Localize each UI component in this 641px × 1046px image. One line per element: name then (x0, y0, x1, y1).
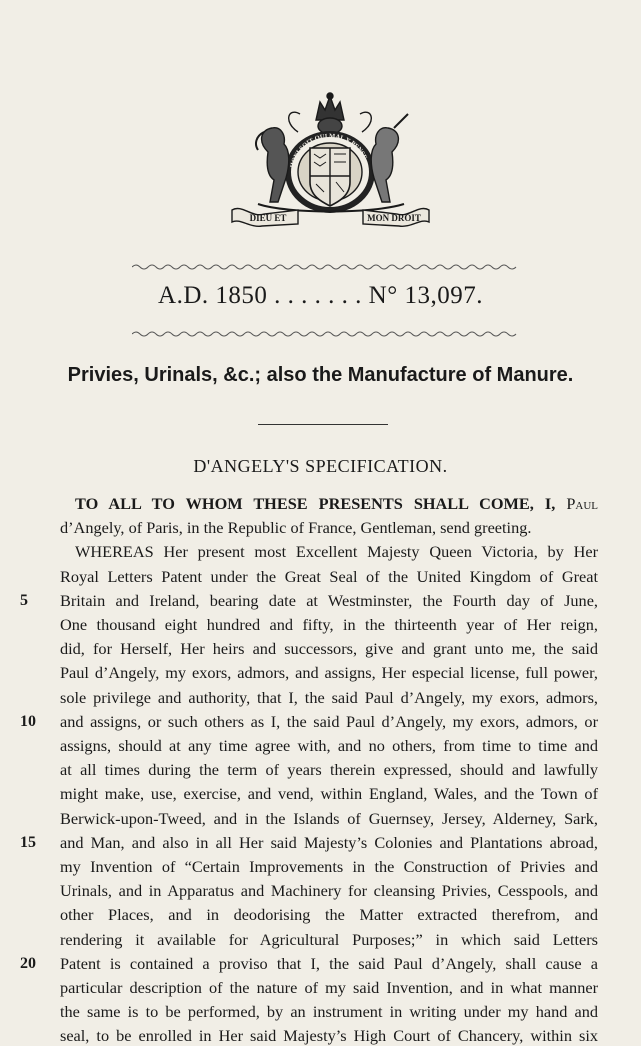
text-line: Royal Letters Patent under the Great Seal of the United Kingdom of Great (60, 566, 598, 586)
line-number: 20 (20, 954, 36, 972)
text-line: might make, use, exercise, and vend, within England, Wales, and the Town of (60, 784, 598, 804)
text-line: assigns, should at any time agree with, and no others, from time to time and (60, 736, 598, 755)
opening-name: Paul (566, 494, 598, 513)
patent-number: N° 13,097. (368, 282, 483, 309)
text-line: my Invention of “Certain Improvements in the Construction of Privies and (60, 857, 598, 876)
line-number: 5 (20, 591, 28, 609)
text-line: and assigns, or such others as I, the said Paul d’Angely, my exors, admors, or (60, 711, 598, 731)
text-line: sole privilege and authority, that I, the said Paul d’Angely, my exors, admors, (60, 687, 598, 707)
text-line: WHEREAS Her present most Excellent Majesty Queen Victoria, by Her (75, 542, 598, 562)
text-line: Urinals, and in Apparatus and Machinery for cleansing Privies, Cesspools, and (60, 881, 598, 901)
patent-subject-heading: Privies, Urinals, &c.; also the Manufacture of Manure. (67, 364, 574, 386)
text-line: seal, to be enrolled in Her said Majesty’s High Court of Chancery, within six (60, 1026, 598, 1046)
text-line: the same is to be performed, by an instrument in writing under my hand and (60, 1002, 598, 1022)
motto-right: MON DROIT (367, 213, 421, 223)
text-line: at all times during the term of years therein expressed, should and lawfully (60, 760, 598, 780)
decorative-rule-bottom (132, 330, 517, 338)
patent-dots: . . . . . . . (274, 282, 362, 309)
motto-left: DIEU ET (249, 213, 287, 223)
opening-caps: TO ALL TO WHOM THESE PRESENTS SHALL COME, I, (75, 494, 556, 513)
text-line: Paul d’Angely, my exors, admors, and assigns, Her especial license, full power, (60, 663, 598, 683)
patent-year: A.D. 1850 (158, 282, 268, 309)
line-number: 15 (20, 833, 36, 851)
royal-coat-of-arms-icon (228, 92, 433, 230)
garter-motto: HONI SOIT QUI MAL Y PENSE (289, 132, 369, 169)
text-line: rendering it available for Agricultural Purposes;” in which said Letters (60, 929, 598, 949)
opening-line (60, 494, 598, 514)
decorative-rule-top (132, 262, 517, 270)
text-line: did, for Herself, Her heirs and successors, give and grant unto me, the said (60, 639, 598, 659)
section-divider (258, 424, 388, 425)
text-line: d’Angely, of Paris, in the Republic of France, Gentleman, send greeting. (60, 518, 532, 538)
patent-number-line (0, 282, 641, 310)
text-line: other Places, and in deodorising the Matter extracted therefrom, and (60, 905, 598, 925)
text-line: particular description of the nature of my said Invention, and in what manner (60, 978, 598, 997)
text-line: One thousand eight hundred and fifty, in the thirteenth year of Her reign, (60, 615, 598, 634)
line-number: 10 (20, 712, 36, 730)
text-line: Berwick-upon-Tweed, and in the Islands of Guernsey, Jersey, Alderney, Sark, (60, 808, 598, 828)
text-line: Britain and Ireland, bearing date at Westminster, the Fourth day of June, (60, 590, 598, 610)
text-line: and Man, and also in all Her said Majesty’s Colonies and Plantations abroad, (60, 832, 598, 852)
text-line: Patent is contained a proviso that I, the said Paul d’Angely, shall cause a (60, 953, 598, 973)
specification-title: D'ANGELY'S SPECIFICATION. (193, 456, 448, 476)
